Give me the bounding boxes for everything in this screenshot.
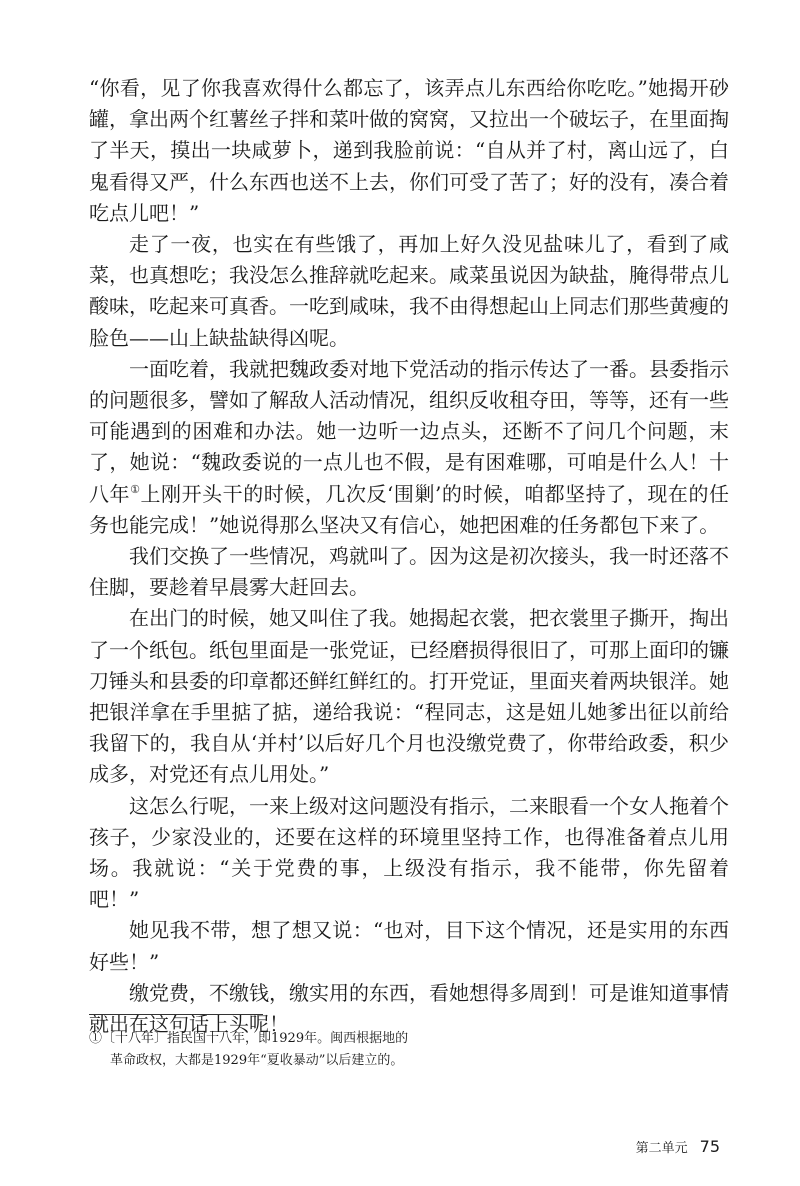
footnote-line-1: ①〔十八年〕指民国十八年，即1929年。闽西根据地的 [89,1031,409,1046]
paragraph-3 [89,354,729,541]
paragraph-3-part-1: 一面吃着，我就把魏政委对地下党活动的指示传达了一番。县委指示的问题很多，譬如了解敌人活动情况，组织反收租夺田，等等，还有一些可能遇到的困难和办法。她一边听一边点头，还断不了问几个问题，末了，她说：“魏政委说的一点儿也不假，是有困难哪，可咱是什么人！十八年 [89,356,729,506]
footnote-line-2: 革命政权，大都是1929年“夏收暴动”以后建立的。 [110,1053,404,1068]
unit-label: 第二单元 [635,1141,688,1156]
paragraph-6: 这怎么行呢，一来上级对这问题没有指示，二来眼看一个女人拖着个孩子，少家没业的，还要在这样的环境里坚持工作，也得准备着点儿用场。我就说：“关于党费的事，上级没有指示，我不能带，你先留着吧！” [89,793,729,912]
paragraph-1: “你看，见了你我喜欢得什么都忘了，该弄点儿东西给你吃吃。”她揭开砂罐，拿出两个红薯丝子拌和菜叶做的窝窝，又拉出一个破坛子，在里面掏了半天，摸出一块咸萝卜，递到我脸前说：“自从并了村，离山远了，白鬼看得又严，什么东西也送不上去，你们可受了苦了；好的没有，凑合着吃点儿吧！” [89,76,729,225]
paragraph-2: 走了一夜，也实在有些饿了，再加上好久没见盐味儿了，看到了咸菜，也真想吃；我没怎么推辞就吃起来。咸菜虽说因为缺盐，腌得带点儿酸味，吃起来可真香。一吃到咸味，我不由得想起山上同志们那些黄瘦的脸色——山上缺盐缺得凶呢。 [89,232,729,350]
page-footer [636,1137,720,1156]
paragraph-8: 缴党费，不缴钱，缴实用的东西，看她想得多周到！可是谁知道事情就出在这句话上头呢！ [89,980,729,1037]
paragraph-7: 她见我不带，想了想又说：“也对，目下这个情况，还是实用的东西好些！” [89,918,729,974]
footnote-marker[interactable]: ① [130,482,141,496]
body-text [89,73,729,1040]
paragraph-4: 我们交换了一些情况，鸡就叫了。因为这是初次接头，我一时还落不住脚，要趁着早晨雾大赶回去。 [89,544,729,600]
footnote-divider [89,1014,263,1015]
page-number: 75 [699,1137,720,1156]
paragraph-5: 在出门的时候，她又叫住了我。她揭起衣裳，把衣裳里子撕开，掏出了一个纸包。纸包里面是一张党证，已经磨损得很旧了，可那上面印的镰刀锤头和县委的印章都还鲜红鲜红的。打开党证，里面夹着两块银洋。她把银洋拿在手里掂了掂，递给我说：“程同志，这是妞儿她爹出征以前给我留下的，我自从‘并村’以后好几个月也没缴党费了，你带给政委，积少成多，对党还有点儿用处。” [89,606,729,787]
paragraph-3-part-2: 上刚开头干的时候，几次反‘围剿’的时候，咱都坚持了，现在的任务也能完成！”她说得那么坚决又有信心，她把困难的任务都包下来了。 [89,481,729,537]
footnote [89,1028,729,1072]
